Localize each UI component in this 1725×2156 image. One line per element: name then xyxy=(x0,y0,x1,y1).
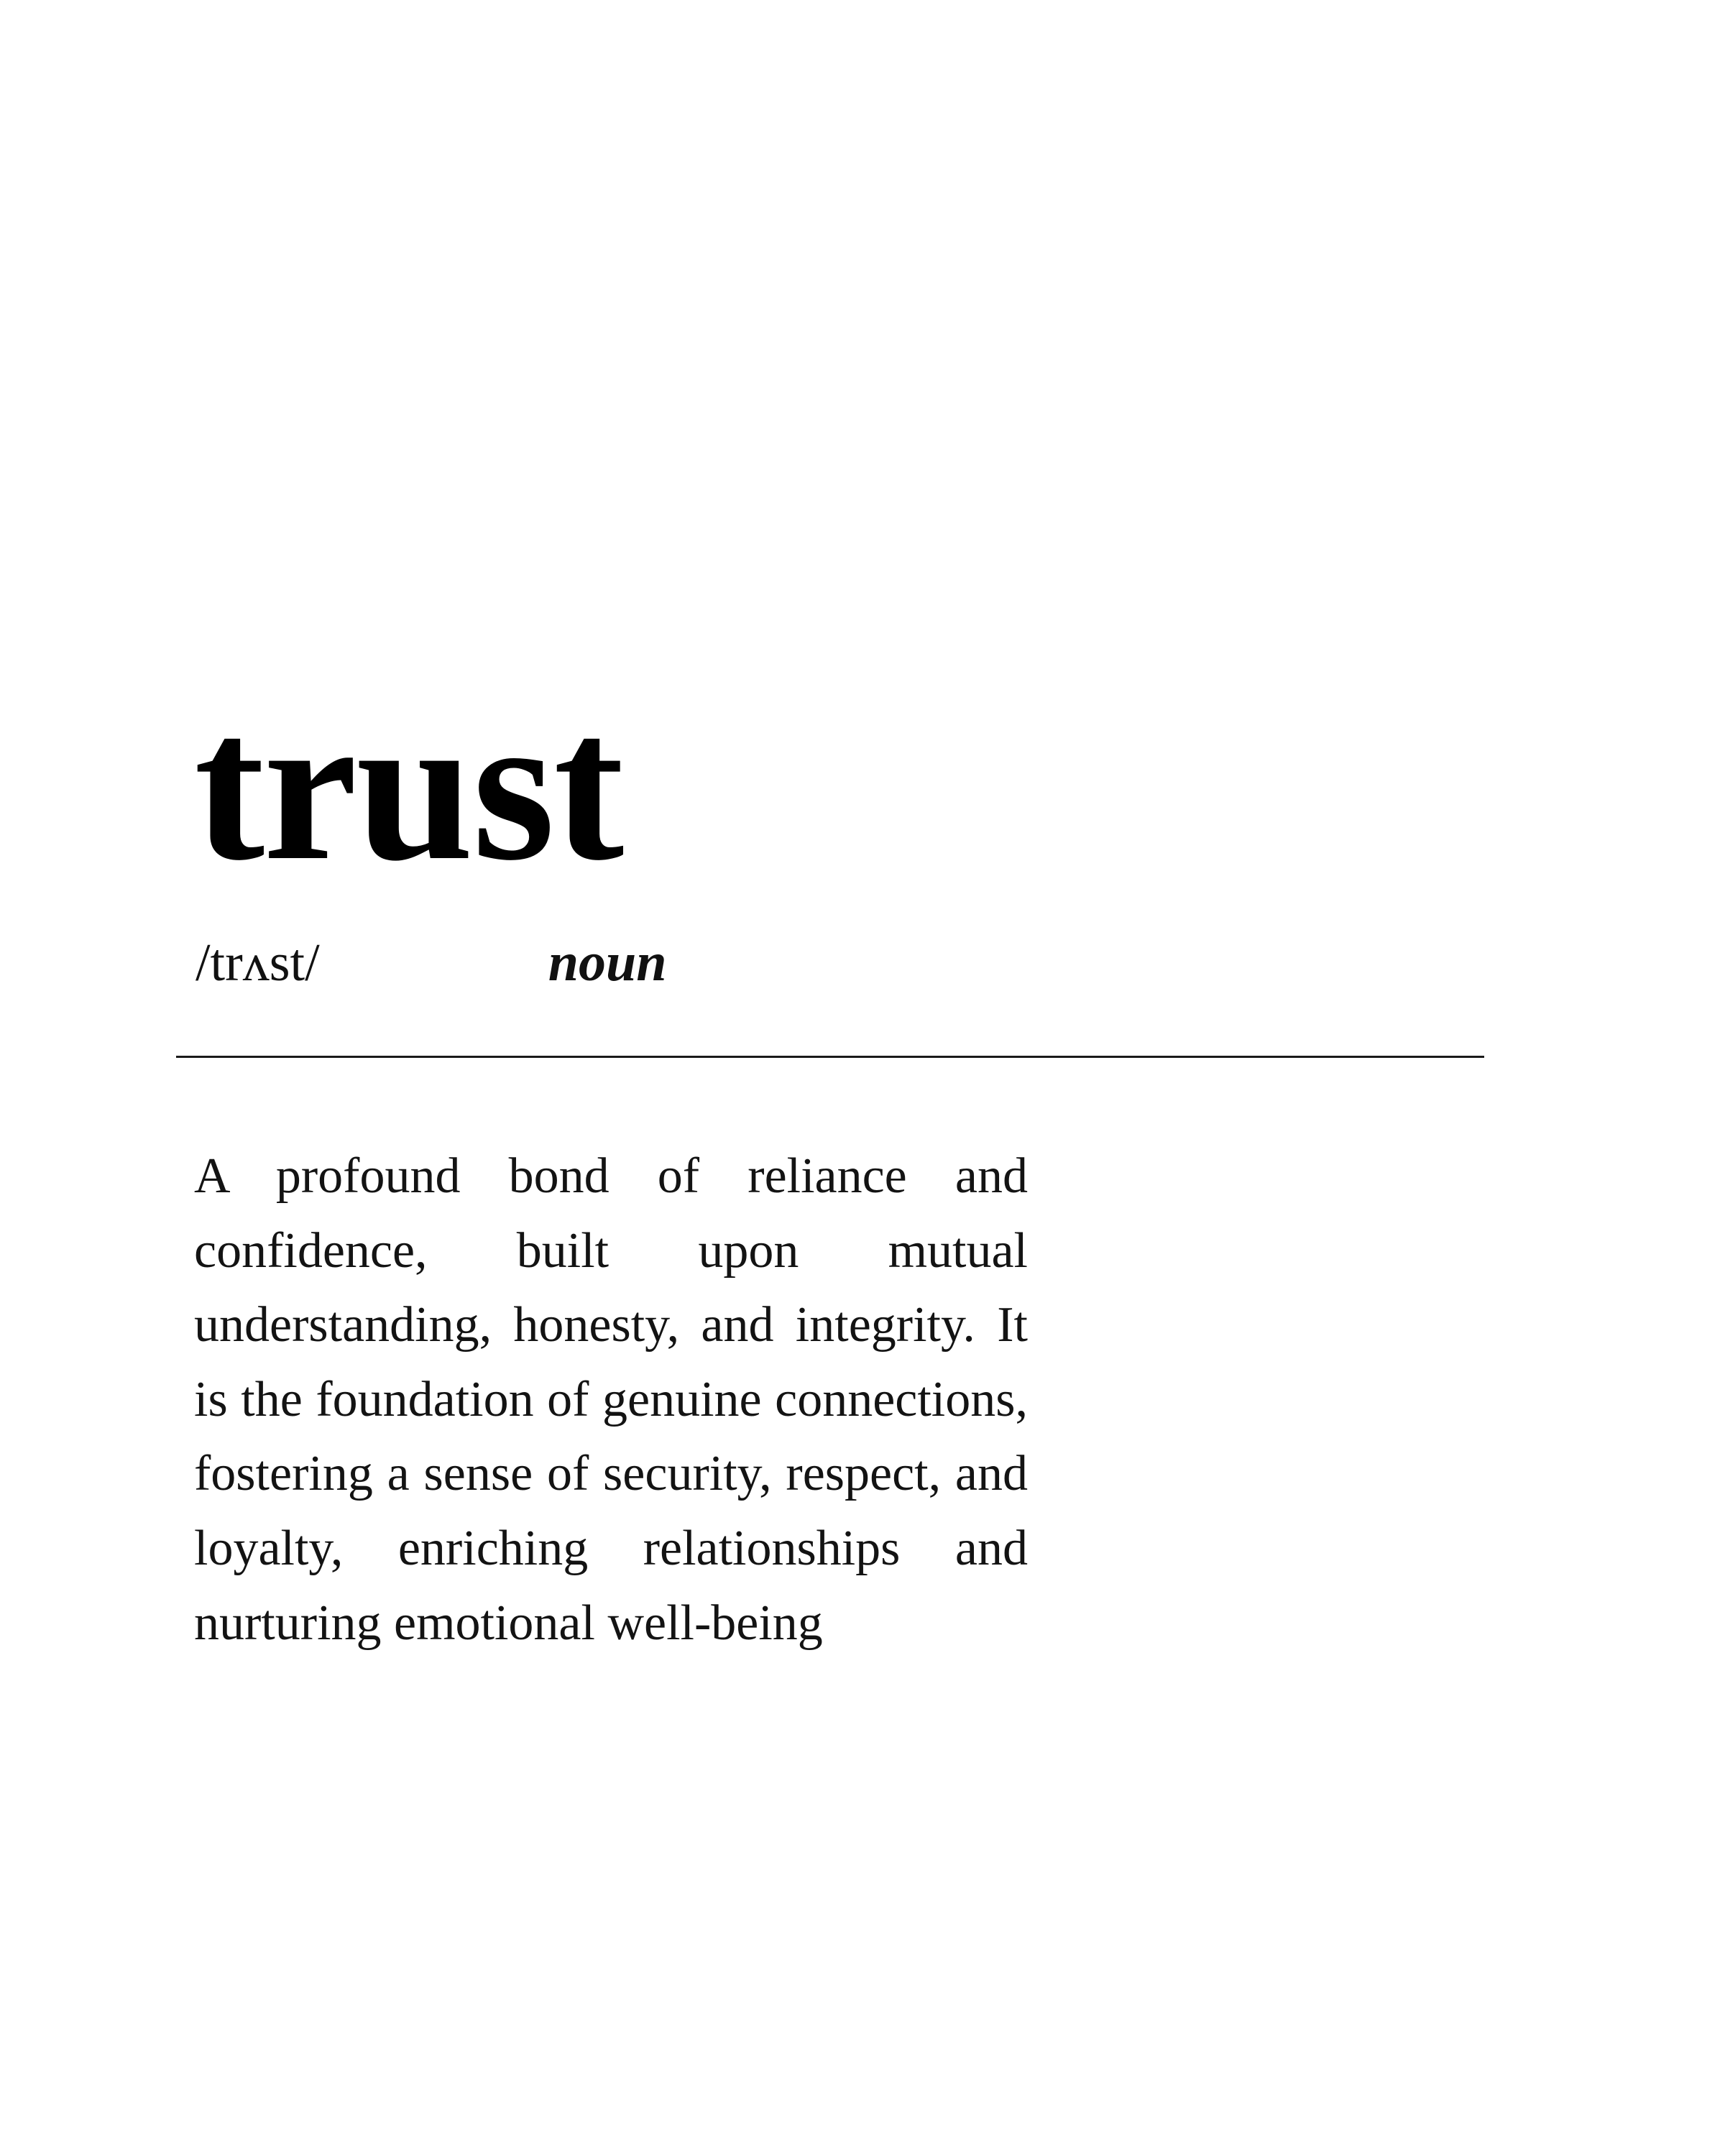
word-meta-row xyxy=(196,932,1549,993)
part-of-speech: noun xyxy=(548,932,667,993)
pronunciation: /trʌst/ xyxy=(196,934,320,993)
headword: trust xyxy=(194,669,623,904)
definition-text: A profound bond of reliance and confidence, built upon mutual understanding, honesty, and integrity. It is the foundation of genuine connections, fostering a sense of security, respect, and loyalty, enriching relationships and nurturing emotional well-being xyxy=(194,1148,1028,1651)
poster-content xyxy=(176,669,1549,1710)
divider-rule xyxy=(176,1056,1484,1058)
